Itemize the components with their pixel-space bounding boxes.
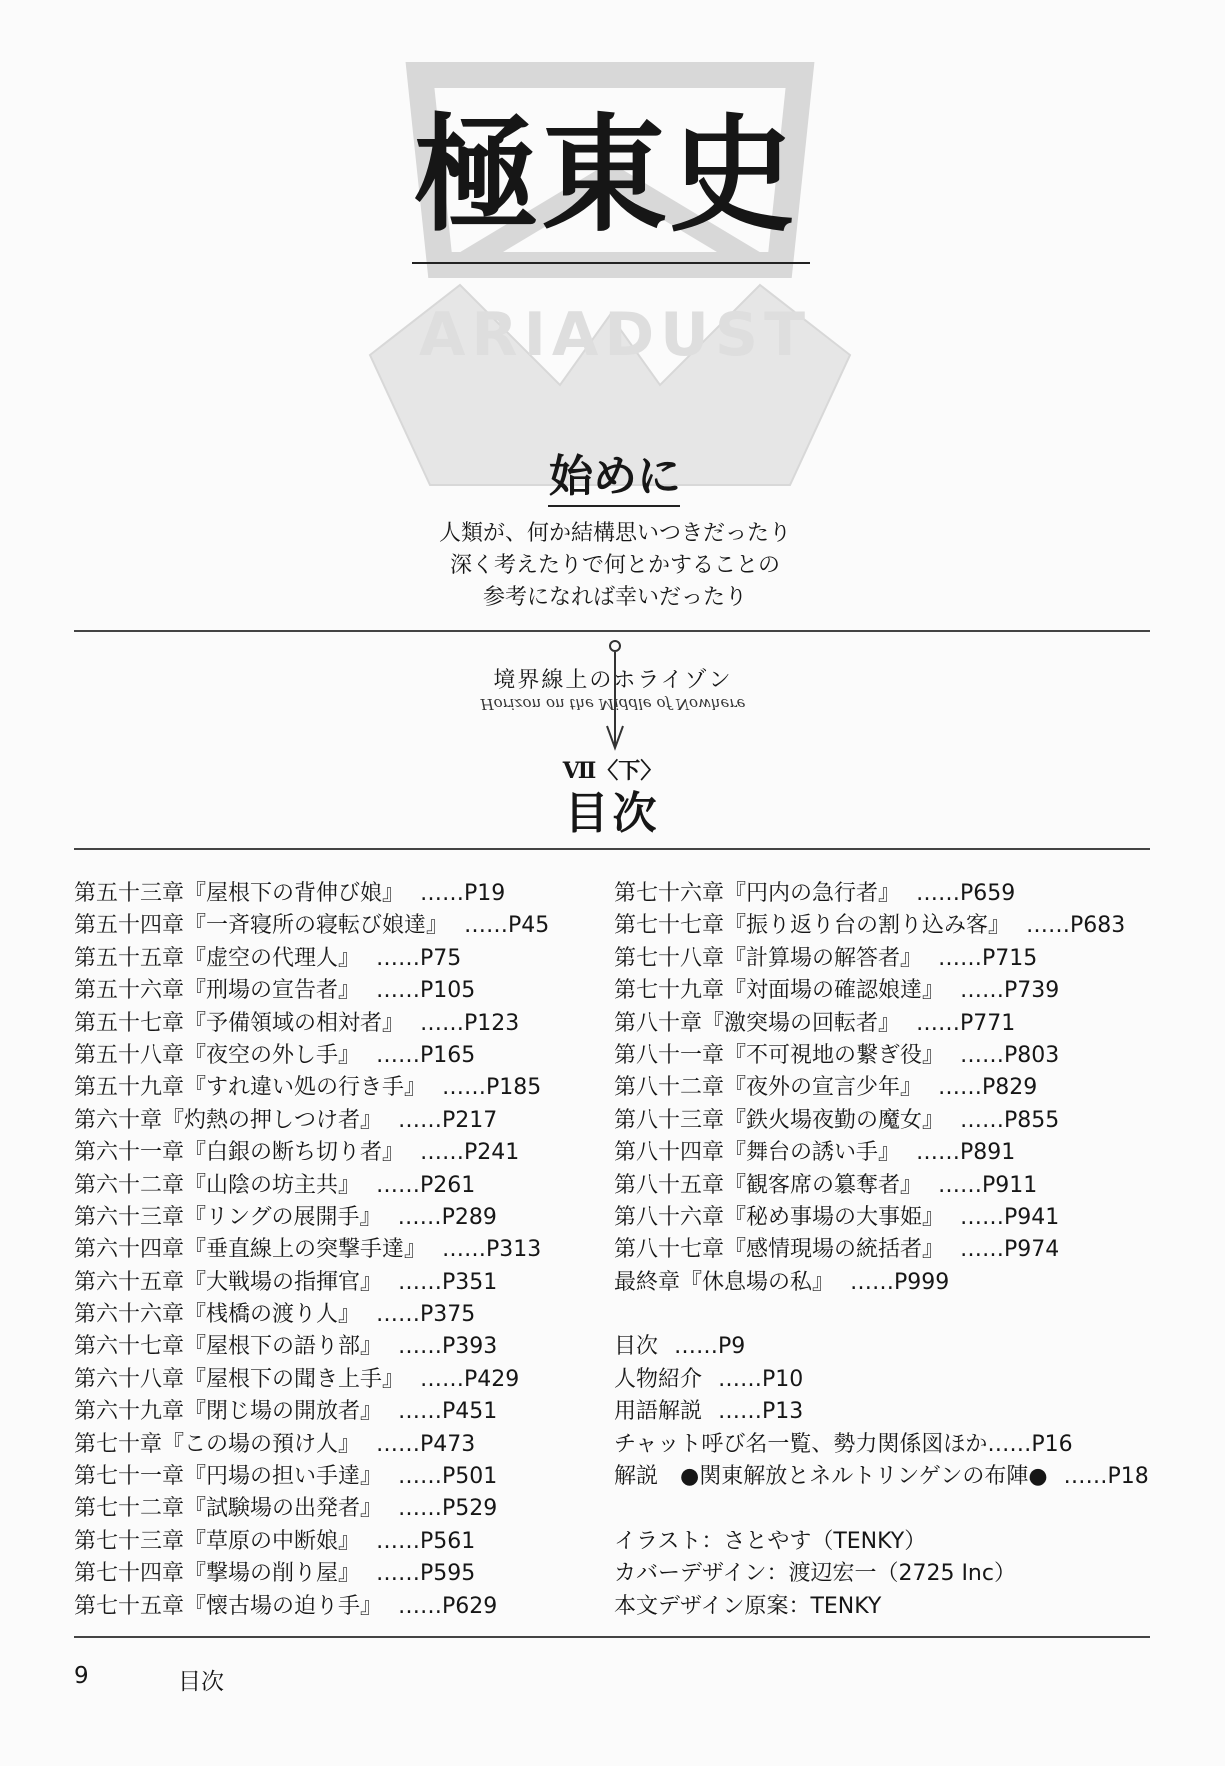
toc-entry — [614, 943, 1149, 975]
chapter-page: ……P313 — [442, 1237, 542, 1263]
toc-entry — [614, 1008, 1149, 1040]
chapter-title: 第六十九章『閉じ場の開放者』 — [74, 1399, 383, 1425]
chapter-title: 第八十四章『舞台の誘い手』 — [614, 1140, 901, 1166]
intro-heading: 始めに — [549, 451, 681, 502]
volume-label: Ⅶ〈下〉 — [562, 758, 663, 784]
chapter-title: 最終章『休息場の私』 — [614, 1269, 835, 1295]
chapter-page: ……P165 — [376, 1042, 476, 1068]
toc-entry — [74, 1429, 549, 1461]
chapter-title: 第六十六章『桟橋の渡り人』 — [74, 1302, 361, 1328]
chapter-title: 第七十四章『撃場の削り屋』 — [74, 1561, 361, 1587]
chapter-title: 第六十一章『白銀の断ち切り者』 — [74, 1140, 405, 1166]
chapter-page: ……P739 — [960, 978, 1060, 1004]
chapter-title: 第八十三章『鉄火場夜勤の魔女』 — [614, 1107, 945, 1133]
extra-title: 解説 ●関東解放とネルトリンゲンの布陣● — [614, 1464, 1048, 1490]
chapter-page: ……P19 — [420, 881, 506, 906]
extra-page: ……P13 — [718, 1399, 804, 1425]
toc-entry — [614, 1040, 1149, 1072]
extra-title: 目次 — [614, 1334, 659, 1360]
chapter-page: ……P659 — [916, 881, 1016, 906]
toc-entry — [614, 1105, 1149, 1137]
credit-line: イラスト：さとやす（TENKY） — [614, 1528, 927, 1554]
toc-entry — [74, 910, 549, 942]
toc-entry — [614, 1072, 1149, 1104]
chapter-page: ……P393 — [398, 1334, 498, 1360]
toc-entry — [74, 878, 549, 910]
chapter-page: ……P185 — [442, 1075, 542, 1101]
series-logo-jp: 境界線上のホライゾン — [493, 668, 733, 693]
chapter-title: 第五十八章『夜空の外し手』 — [74, 1042, 361, 1068]
intro-text — [380, 518, 850, 614]
extra-page: ……P10 — [718, 1366, 804, 1392]
extra-page: ……P16 — [987, 1431, 1073, 1457]
chapter-page: ……P473 — [376, 1431, 476, 1457]
chapter-page: ……P941 — [960, 1204, 1060, 1230]
chapter-title: 第五十六章『刑場の宣告者』 — [74, 978, 361, 1004]
chapter-page: ……P911 — [938, 1172, 1038, 1198]
book-title: 極東史 — [413, 101, 797, 249]
chapter-title: 第八十二章『夜外の宣言少年』 — [614, 1075, 923, 1101]
toc-entry — [74, 1591, 549, 1623]
toc-entry — [74, 1008, 549, 1040]
chapter-page: ……P501 — [398, 1464, 498, 1490]
toc-entry — [74, 1331, 549, 1363]
toc-entry — [74, 1396, 549, 1428]
toc-entry — [74, 1461, 549, 1493]
toc-entry — [614, 1170, 1149, 1202]
chapter-page: ……P595 — [376, 1561, 476, 1587]
toc-entry — [614, 878, 1149, 910]
toc-spacer — [614, 1299, 1149, 1331]
toc-entry — [74, 1105, 549, 1137]
chapter-title: 第五十九章『すれ違い処の行き手』 — [74, 1075, 427, 1101]
chapter-page: ……P351 — [398, 1269, 498, 1295]
toc-entry — [74, 1202, 549, 1234]
chapter-title: 第五十五章『虚空の代理人』 — [74, 945, 361, 971]
chapter-page: ……P261 — [376, 1172, 476, 1198]
toc-entry — [74, 1072, 549, 1104]
chapter-page: ……P803 — [960, 1042, 1060, 1068]
toc-entry — [74, 975, 549, 1007]
chapter-page: ……P974 — [960, 1237, 1060, 1263]
series-logo-en: Horizon on the Middle of Nowhere — [480, 695, 746, 713]
chapter-title: 第六十二章『山陰の坊主共』 — [74, 1172, 361, 1198]
toc-entry — [74, 943, 549, 975]
chapter-page: ……P771 — [916, 1010, 1016, 1036]
toc-entry — [74, 1526, 549, 1558]
chapter-page: ……P629 — [398, 1593, 498, 1619]
toc-entry — [614, 1137, 1149, 1169]
chapter-page: ……P999 — [850, 1269, 950, 1295]
extra-title: 用語解説 — [614, 1399, 703, 1425]
toc-entry — [614, 910, 1149, 942]
chapter-title: 第六十三章『リングの展開手』 — [74, 1204, 382, 1230]
credit-line: カバーデザイン：渡辺宏一（2725 Inc） — [614, 1561, 1016, 1587]
chapter-title: 第六十五章『大戦場の指揮官』 — [74, 1269, 383, 1295]
chapter-title: 第七十三章『草原の中断娘』 — [74, 1528, 361, 1554]
toc-heading: 目次 — [564, 788, 661, 839]
chapter-page: ……P855 — [960, 1107, 1060, 1133]
toc-entry — [74, 1299, 549, 1331]
toc-extra-entry — [614, 1364, 1149, 1396]
toc-entry — [74, 1040, 549, 1072]
chapter-page: ……P529 — [398, 1496, 498, 1522]
chapter-title: 第六十八章『屋根下の聞き上手』 — [74, 1366, 405, 1392]
chapter-page: ……P891 — [916, 1140, 1016, 1166]
extra-page: ……P9 — [674, 1334, 746, 1360]
toc-entry — [614, 1234, 1149, 1266]
chapter-title: 第八十六章『秘め事場の大事姫』 — [614, 1204, 945, 1230]
section-divider-bottom — [74, 1636, 1150, 1638]
toc-spacer — [614, 1493, 1149, 1525]
section-divider-toc — [74, 848, 1150, 850]
chapter-title: 第七十章『この場の預け人』 — [74, 1431, 361, 1457]
chapter-title: 第八十一章『不可視地の繋ぎ役』 — [614, 1042, 945, 1068]
chapter-page: ……P451 — [398, 1399, 498, 1425]
extra-page: ……P18 — [1063, 1464, 1149, 1490]
chapter-page: ……P289 — [397, 1204, 497, 1230]
chapter-title: 第六十七章『屋根下の語り部』 — [74, 1334, 383, 1360]
section-divider-top — [74, 630, 1150, 632]
chapter-page: ……P561 — [376, 1528, 476, 1554]
chapter-title: 第七十八章『計算場の解答者』 — [614, 945, 923, 971]
chapter-page: ……P429 — [420, 1366, 520, 1392]
toc-left-column — [74, 878, 549, 1623]
chapter-title: 第八十七章『感情現場の統括者』 — [614, 1237, 945, 1263]
extra-title: チャット呼び名一覧、勢力関係図ほか — [614, 1431, 988, 1457]
toc-extra-entry — [614, 1331, 1149, 1363]
chapter-page: ……P715 — [938, 945, 1038, 971]
chapter-title: 第七十九章『対面場の確認娘達』 — [614, 978, 945, 1004]
chapter-title: 第七十五章『懐古場の迫り手』 — [74, 1593, 383, 1619]
toc-right-column — [614, 878, 1149, 1623]
chapter-page: ……P829 — [938, 1075, 1038, 1101]
chapter-page: ……P45 — [464, 913, 550, 939]
toc-entry — [74, 1493, 549, 1525]
chapter-page: ……P217 — [398, 1107, 498, 1133]
page-number: 9 — [74, 1663, 89, 1689]
chapter-title: 第七十二章『試験場の出発者』 — [74, 1496, 383, 1522]
toc-entry — [74, 1558, 549, 1590]
chapter-title: 第七十六章『円内の急行者』 — [614, 881, 901, 906]
chapter-title: 第八十五章『観客席の簒奪者』 — [614, 1172, 923, 1198]
toc-extra-entry — [614, 1429, 1149, 1461]
chapter-page: ……P375 — [376, 1302, 476, 1328]
chapter-page: ……P75 — [376, 945, 462, 971]
chapter-title: 第八十章『激突場の回転者』 — [614, 1010, 901, 1036]
chapter-page: ……P241 — [420, 1140, 520, 1166]
chapter-title: 第五十三章『屋根下の背伸び娘』 — [74, 881, 405, 906]
credit-line: 本文デザイン原案：TENKY — [614, 1593, 882, 1619]
intro-line: 人類が、何か結構思いつきだったり — [438, 521, 791, 546]
chapter-title: 第六十四章『垂直線上の突撃手達』 — [74, 1237, 427, 1263]
toc-entry — [614, 975, 1149, 1007]
chapter-title: 第五十四章『一斉寝所の寝転び娘達』 — [74, 913, 449, 939]
intro-line: 参考になれば幸いだったり — [482, 585, 747, 610]
chapter-page: ……P105 — [376, 978, 476, 1004]
chapter-title: 第六十章『灼熱の押しつけ者』 — [74, 1107, 383, 1133]
chapter-page: ……P123 — [420, 1010, 520, 1036]
toc-entry — [74, 1267, 549, 1299]
toc-entry — [74, 1137, 549, 1169]
toc-entry — [74, 1170, 549, 1202]
title-underline — [412, 262, 810, 264]
chapter-page: ……P683 — [1026, 913, 1126, 939]
toc-extra-entry — [614, 1461, 1149, 1493]
toc-entry — [74, 1234, 549, 1266]
watermark-text: ARIADUST — [418, 300, 812, 370]
toc-entry — [614, 1202, 1149, 1234]
toc-entry — [614, 1267, 1149, 1299]
intro-line: 深く考えたりで何とかすることの — [449, 553, 780, 578]
chapter-title: 第七十七章『振り返り台の割り込み客』 — [614, 913, 1011, 939]
running-footer: 目次 — [178, 1669, 224, 1695]
toc-entry — [74, 1364, 549, 1396]
extra-title: 人物紹介 — [614, 1366, 703, 1392]
intro-underline — [548, 505, 680, 507]
chapter-title: 第五十七章『予備領域の相対者』 — [74, 1010, 405, 1036]
chapter-title: 第七十一章『円場の担い手達』 — [74, 1464, 383, 1490]
toc-extra-entry — [614, 1396, 1149, 1428]
